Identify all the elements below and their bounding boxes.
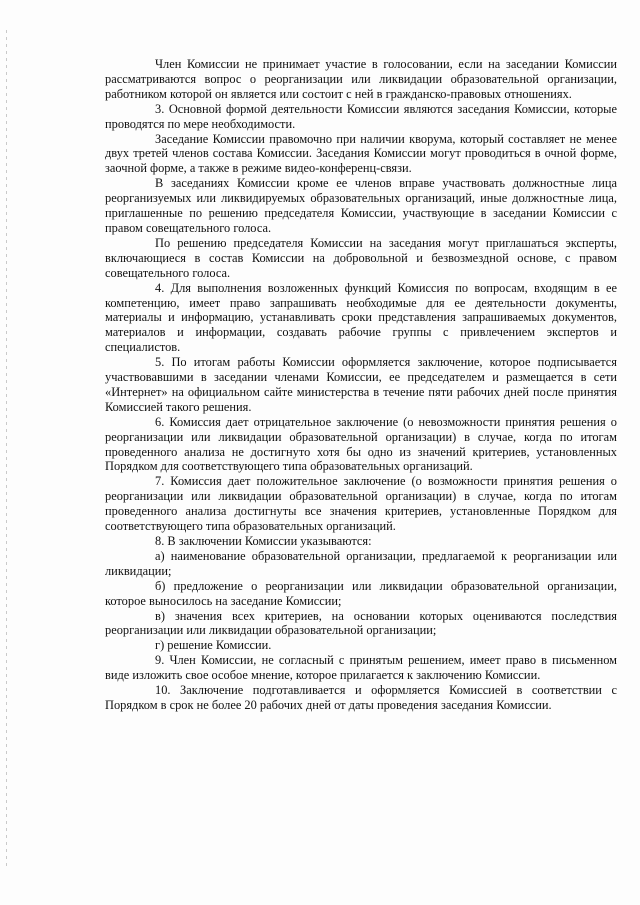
list-item-v: в) значения всех критериев, на основании которых оцениваются последствия реорганизации или ликвидации образовательной организации; — [105, 608, 617, 638]
paragraph-7-positive: 7. Комиссия дает положительное заключение (о возможности принятия решения о реорганизации или ликвидации образовательной организации) в случае, когда по итогам проведенного анализа достигнуты все значения критериев, установленные Порядком для соответствующего типа образовательных организаций. — [105, 474, 617, 534]
paragraph-voting-restriction: Член Комиссии не принимает участие в голосовании, если на заседании Комиссии рассматриваются вопрос о реорганизации или ликвидации образовательной организации, работником которой он является или состоит с ней в гражданско-правовых отношениях. — [105, 57, 617, 101]
paragraph-experts: По решению председателя Комиссии на заседания могут приглашаться эксперты, включающиеся в состав Комиссии на добровольной и безвозмездной основе, с правом совещательного голоса. — [105, 235, 617, 280]
paragraph-quorum: Заседание Комиссии правомочно при наличии кворума, который составляет не менее двух третей членов состава Комиссии. Заседания Комиссии могут проводиться в очной форме, заочной форме, а также в режиме видео-конференц-связи. — [105, 131, 617, 176]
paragraph-8-contents: 8. В заключении Комиссии указываются: — [155, 534, 372, 548]
paragraph-3-main-form: 3. Основной формой деятельности Комиссии являются заседания Комиссии, которые проводятся по мере необходимости. — [105, 101, 617, 131]
list-item-b: б) предложение о реорганизации или ликвидации образовательной организации, которое выносилось на заседание Комиссии; — [105, 578, 617, 608]
paragraph-5-conclusion: 5. По итогам работы Комиссии оформляется заключение, которое подписывается участвовавшими в заседании членами Комиссии, ее председателем и размещается в сети «Интернет» на официальном сайте министерства в течение пяти рабочих дней после принятия Комиссией такого решения. — [105, 355, 617, 414]
list-item-g: г) решение Комиссии. — [155, 638, 272, 653]
paragraph-10-deadline: 10. Заключение подготавливается и оформляется Комиссией в соответствии с Порядком в срок не более 20 рабочих дней от даты проведения заседания Комиссии. — [105, 683, 617, 712]
paragraph-4-rights: 4. Для выполнения возложенных функций Комиссия по вопросам, входящим в ее компетенцию, имеет право запрашивать необходимые для ее деятельности документы, материалы и информацию, устанавливать сроки представления запрашиваемых документов, материалов и информации, создавать рабочие группы с привлечением экспертов и специалистов. — [105, 280, 617, 355]
paragraph-participants: В заседаниях Комиссии кроме ее членов вправе участвовать должностные лица реорганизуемых или ликвидируемых образовательных организаций, иные должностные лица, приглашенные по решению председателя Комиссии, участвующие в заседании Комиссии с правом совещательного голоса. — [105, 176, 617, 235]
list-item-a: а) наименование образовательной организации, предлагаемой к реорганизации или ликвидации; — [105, 548, 617, 578]
scan-edge-marks — [6, 30, 7, 870]
document-body — [105, 57, 617, 713]
paragraph-6-negative: 6. Комиссия дает отрицательное заключение (о невозможности принятия решения о реорганизации или ликвидации образовательной организации) в случае, когда по итогам проведенного анализа не достигнуто хотя бы одно из значений критериев, установленных Порядком для соответствующего типа образовательных организаций. — [105, 414, 617, 474]
paragraph-9-dissent: 9. Член Комиссии, не согласный с принятым решением, имеет право в письменном виде изложить свое особое мнение, которое прилагается к заключению Комиссии. — [105, 653, 617, 683]
